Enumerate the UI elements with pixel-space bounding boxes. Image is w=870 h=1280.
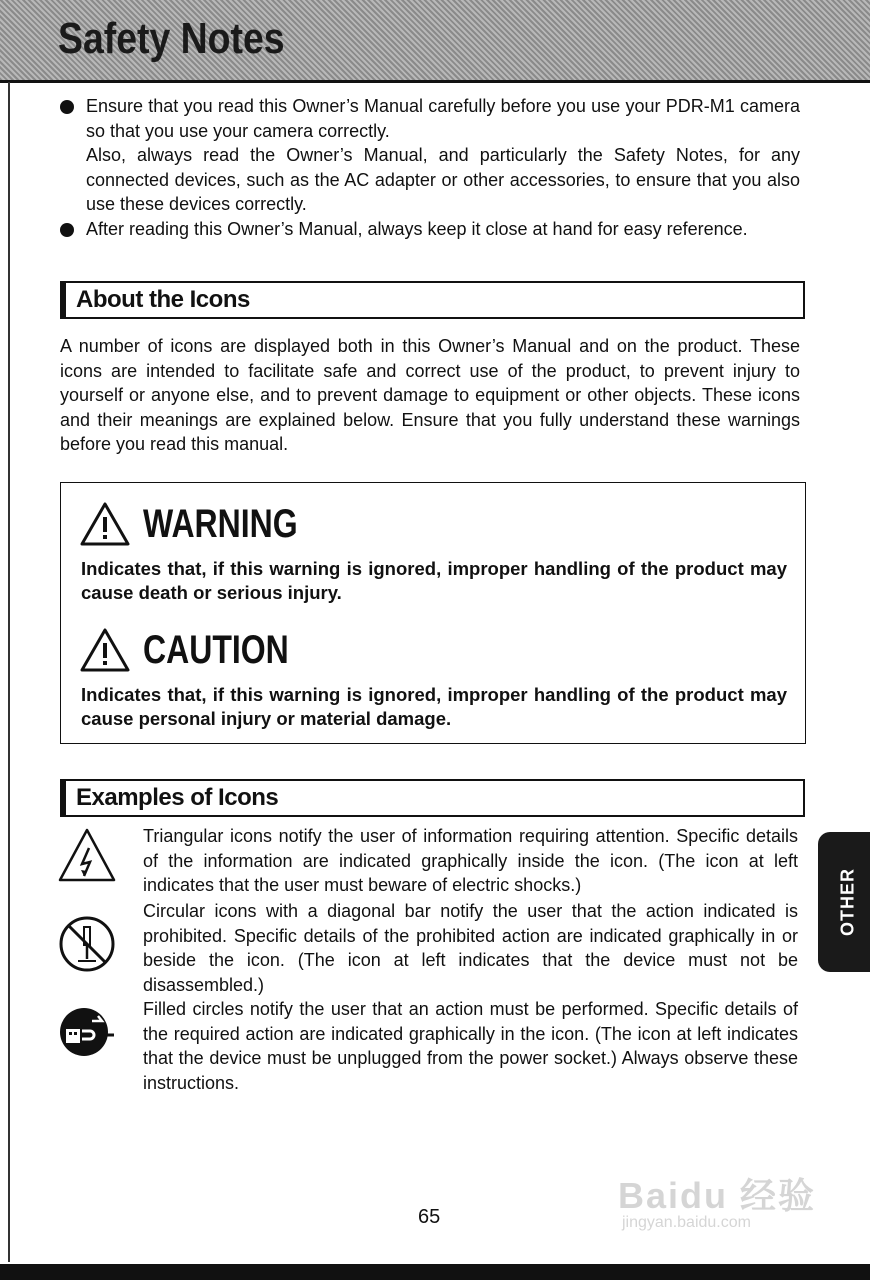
- page-number: 65: [418, 1206, 441, 1228]
- watermark-main-text: Baidu 经验: [618, 1175, 817, 1216]
- warning-description: Indicates that, if this warning is ignored, improper handling of the product may cause death or serious injury.: [81, 558, 787, 603]
- examples-heading-box: [60, 779, 805, 817]
- example-text: Filled circles notify the user that an action must be performed. Specific details of the required action are indicated graphically in the icon. (The icon at left indicates that the device must be unplugged from the power socket.) Always observe these instructions.: [143, 999, 798, 1093]
- left-margin-rule: [8, 82, 10, 1262]
- example-text: Triangular icons notify the user of information requiring attention. Specific details of the information are indicated graphically inside the icon. (The icon at left indicates that the user must beware of electric shocks.): [143, 826, 798, 895]
- about-icons-heading: About the Icons: [76, 286, 250, 313]
- page-title: Safety Notes: [58, 14, 285, 63]
- about-icons-heading-box: [60, 281, 805, 319]
- caution-label: CAUTION: [143, 627, 289, 672]
- bullet-paragraph: Ensure that you read this Owner’s Manual carefully before you use your PDR-M1 camera so that you use your camera correctly.: [86, 96, 800, 141]
- unplug-icon: [56, 1001, 118, 1063]
- bullet-dot-icon: [60, 100, 74, 114]
- caution-description: Indicates that, if this warning is ignored, improper handling of the product may cause personal injury or material damage.: [81, 684, 787, 729]
- bullet-item: [60, 217, 800, 242]
- bullet-item: [60, 94, 800, 217]
- warning-label: WARNING: [143, 501, 298, 546]
- hazard-levels-box: [60, 482, 806, 744]
- bottom-edge-bar: [0, 1264, 870, 1280]
- watermark-logo: [618, 1150, 818, 1240]
- bullet-paragraph: Also, always read the Owner’s Manual, and particularly the Safety Notes, for any connected devices, such as the AC adapter or other accessories, to ensure that you also use these devices correctly.: [86, 145, 800, 215]
- caution-triangle-icon: [79, 627, 131, 673]
- no-disassembly-icon: [56, 913, 118, 975]
- about-icons-text: A number of icons are displayed both in this Owner’s Manual and on the product. These icons are intended to facilitate safe and correct use of the product, to prevent injury to yourself or anyone else, and to prevent damage to equipment or other objects. These icons and their meanings are explained below. Ensure that you fully understand these warnings before you read this manual.: [60, 336, 800, 455]
- intro-bullets: [60, 94, 800, 242]
- bullet-paragraph: After reading this Owner’s Manual, always keep it close at hand for easy reference.: [86, 218, 748, 239]
- section-tab[interactable]: [818, 832, 870, 972]
- section-tab-label: OTHER: [837, 868, 858, 936]
- example-text: Circular icons with a diagonal bar notify the user that the action indicated is prohibited. Specific details of the prohibited action are indicated graphically in or beside the icon. (The icon at left indicates that the device must not be disassembled.): [143, 901, 798, 995]
- examples-heading: Examples of Icons: [76, 784, 279, 811]
- electric-shock-triangle-icon: [56, 824, 118, 886]
- bullet-dot-icon: [60, 223, 74, 237]
- watermark-url: jingyan.baidu.com: [622, 1214, 751, 1231]
- warning-triangle-icon: [79, 501, 131, 547]
- header-band: [0, 0, 870, 83]
